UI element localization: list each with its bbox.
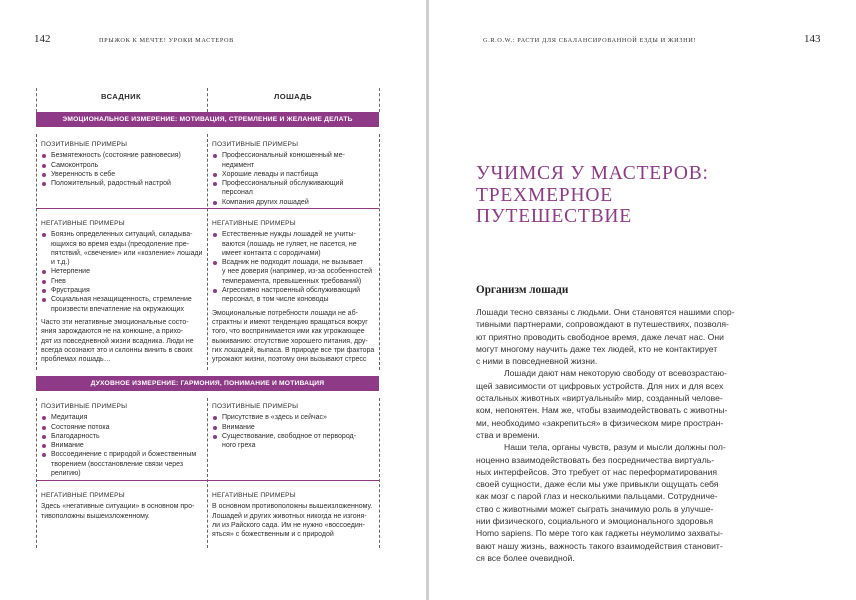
list-item: Существование, свободное от первород- ного греха <box>212 432 376 451</box>
positive-examples-label: ПОЗИТИВНЫЕ ПРИМЕРЫ <box>212 403 299 410</box>
list-item: Медитация <box>41 413 204 422</box>
list-item: Уверенность в себе <box>41 170 203 179</box>
paragraph: Лошади тесно связаны с людьми. Они становятся нашими спор- тивными партнерами, сопровождают в путешествиях, позволя- ют приятно проводить свободное время, даже лечат нас. Они могут многому научить даже тех людей, кто не контактирует с ними в повседневной жизни. <box>476 307 735 367</box>
list-item: Состояние потока <box>41 423 204 432</box>
list-item: Внимание <box>212 423 376 432</box>
rider-spiritual-negative <box>41 491 204 521</box>
list-item: Фрустрация <box>41 286 204 295</box>
running-head-left: ПРЫЖОК К МЕЧТЕ! УРОКИ МАСТЕРОВ <box>99 37 234 44</box>
negative-examples-label: НЕГАТИВНЫЕ ПРИМЕРЫ <box>212 492 296 499</box>
negative-examples-label: НЕГАТИВНЫЕ ПРИМЕРЫ <box>41 492 125 499</box>
spiritual-dimension-band: ДУХОВНОЕ ИЗМЕРЕНИЕ: ГАРМОНИЯ, ПОНИМАНИЕ И МОТИВАЦИЯ <box>36 376 379 391</box>
list-item: Профессиональный конюшенный ме- неджмент <box>212 151 376 170</box>
column-header-rider: ВСАДНИК <box>100 92 142 101</box>
emotional-row-divider <box>36 208 379 209</box>
rider-emotional-note: Часто эти негативные эмоциональные состо- яния зарождаются не на конюшне, а прихо- дят из повседневной жизни всадника. Люди не всегда осознают это и склонны винить в своих проблемах лошадь… <box>41 318 194 364</box>
horse-spiritual-note: В основном противоположны вышеизложенному. Лошадей и других животных никогда не изгоня- ли из Райского сада. Им не нужно «воссоедин- яться» с божественным и с природой <box>212 503 373 539</box>
list-item: Внимание <box>41 441 204 450</box>
table-rule-right-top <box>379 88 380 112</box>
list-item: Воссоединение с природой и божественным творением (восстановление связи через религию) <box>41 450 204 478</box>
horse-spiritual-negative <box>212 491 376 539</box>
page-number-left: 142 <box>34 33 51 45</box>
list-item: Нетерпение <box>41 267 204 276</box>
list-item: Положительный, радостный настрой <box>41 179 203 188</box>
list-item: Профессиональный обслуживающий персонал <box>212 179 376 198</box>
table-rule-right-emotional <box>379 134 380 370</box>
list-item: Самоконтроль <box>41 161 203 170</box>
list-item: Гнев <box>41 277 204 286</box>
positive-examples-label: ПОЗИТИВНЫЕ ПРИМЕРЫ <box>41 403 128 410</box>
rider-emotional-negative <box>41 219 204 364</box>
column-header-horse: ЛОШАДЬ <box>274 92 312 101</box>
body-text <box>476 306 811 564</box>
table-rule-left-spiritual <box>36 398 37 548</box>
list-item: Социальная незащищенность, стремление произвести впечатление на окружающих <box>41 295 204 314</box>
rider-emotional-positive <box>41 140 203 188</box>
negative-examples-label: НЕГАТИВНЫЕ ПРИМЕРЫ <box>41 220 125 227</box>
chapter-title: УЧИМСЯ У МАСТЕРОВ: ТРЕХМЕРНОЕ ПУТЕШЕСТВИЕ <box>476 163 709 227</box>
list-item: Боязнь определенных ситуаций, складыва- ющихся во время езды (преодоление пре- пятствий, «свечение» или «козление» лошади и т.д.) <box>41 230 204 267</box>
horse-emotional-note: Эмоциональные потребности лошади не аб- страктны и имеют тенденцию вращаться вокруг того, что воспринимается ими как угрожающее выживанию: отсутствие хорошего питания, дру- гих лошадей, выпаса. В природе все три фактора угрожают жизни, поэтому они вызывают стресс <box>212 309 375 364</box>
list-item: Присутствие в «здесь и сейчас» <box>212 413 376 422</box>
list-item: Хорошие левады и пастбища <box>212 170 376 179</box>
positive-examples-label: ПОЗИТИВНЫЕ ПРИМЕРЫ <box>41 141 128 148</box>
section-title: Организм лошади <box>476 284 569 296</box>
paragraph: Лошади дают нам некоторую свободу от всевозрастаю- щей зависимости от цифровых устройств. Для них и для всех остальных животных «виртуальный» мир, созданный челове- ком, непонятен. Нам же, чтобы взаимодействовать с животны- ми, необходимо «закрепиться» в физическом мире простран- ства и времени. <box>476 368 728 440</box>
positive-examples-label: ПОЗИТИВНЫЕ ПРИМЕРЫ <box>212 141 299 148</box>
table-rule-left-emotional <box>36 134 37 370</box>
list-item: Естественные нужды лошадей не учиты- ваются (лошадь не гуляет, не пасется, не имеет контакта с сородичами) <box>212 230 376 258</box>
table-rule-right-spiritual <box>379 398 380 548</box>
list-item: Компания других лошадей <box>212 198 376 207</box>
list-item: Благодарность <box>41 432 204 441</box>
paragraph: Наши тела, органы чувств, разум и мысли должны пол- ноценно взаимодействовать без посредничества виртуаль- ных интерфейсов. Это требует от нас переформатирования своей сущности, даже если мы уже привыкли ощущать себя как мозг с парой глаз и несколькими пальцами. Сотрудниче- ство с животными может сыграть значимую роль в улучше- нии физического, социального и эмоционального здоровья Homo sapiens. По мере того как гаджеты неумолимо захваты- вают нашу жизнь, важность такого взаимодействия становит- ся все более очевидной. <box>476 442 726 563</box>
negative-examples-label: НЕГАТИВНЫЕ ПРИМЕРЫ <box>212 220 296 227</box>
horse-emotional-negative <box>212 219 376 364</box>
rider-spiritual-note: Здесь «негативные ситуации» в основном про- тивоположны вышеизложенному. <box>41 503 195 520</box>
horse-spiritual-positive <box>212 402 376 450</box>
running-head-right: G.R.O.W.: РАСТИ ДЛЯ СБАЛАНСИРОВАННОЙ ЕЗДЫ И ЖИЗНИ! <box>483 37 697 44</box>
list-item: Агрессивно настроенный обслуживающий персонал, в том числе коноводы <box>212 286 376 305</box>
list-item: Всадник не подходит лошади, не вызывает у нее доверия (например, из-за особенностей темперамента, превышенных требований) <box>212 258 376 286</box>
horse-emotional-positive <box>212 140 376 207</box>
list-item: Безмятежность (состояние равновесия) <box>41 151 203 160</box>
table-rule-middle-spiritual <box>207 398 208 548</box>
spiritual-row-divider <box>36 480 379 481</box>
rider-spiritual-positive <box>41 402 204 478</box>
page-number-right: 143 <box>804 33 821 45</box>
emotional-dimension-band: ЭМОЦИОНАЛЬНОЕ ИЗМЕРЕНИЕ: МОТИВАЦИЯ, СТРЕМЛЕНИЕ И ЖЕЛАНИЕ ДЕЛАТЬ <box>36 112 379 127</box>
table-rule-middle-emotional <box>207 134 208 370</box>
